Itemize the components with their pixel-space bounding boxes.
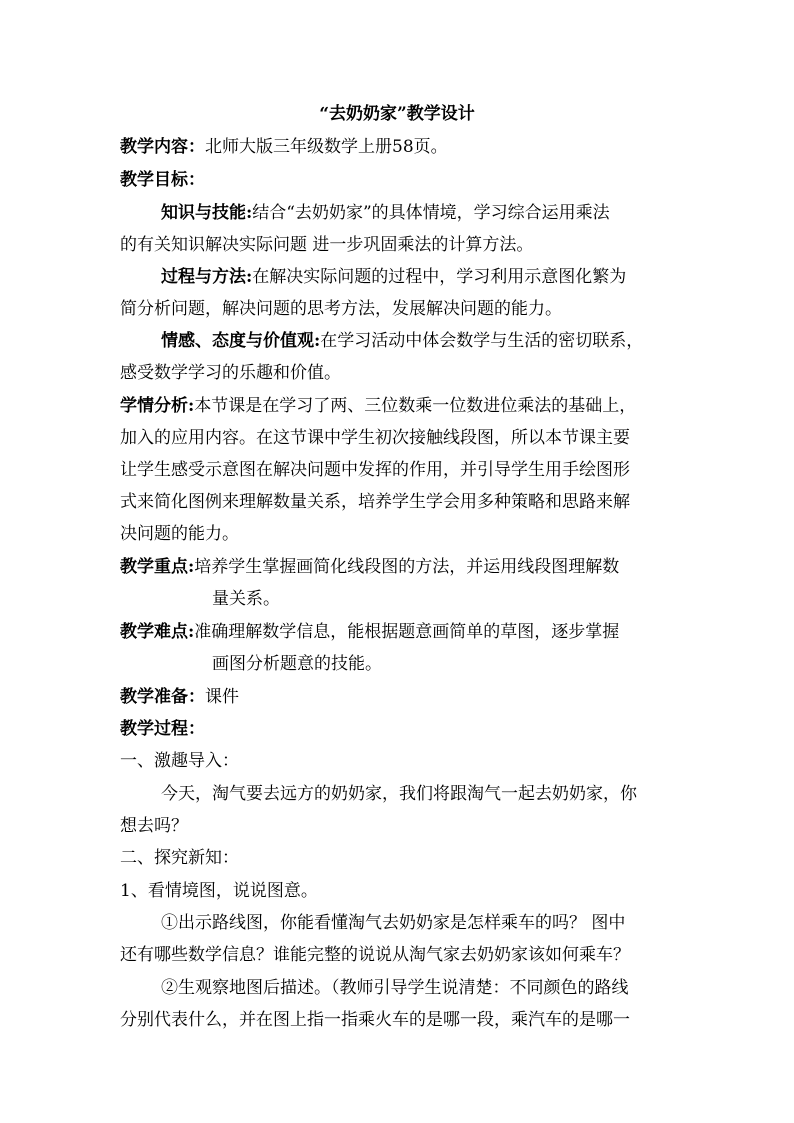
- section2-heading: 二、探究新知：: [120, 848, 239, 868]
- key-point-text: 培养学生掌握画简化线段图的方法，并运用线段图理解数: [194, 557, 620, 577]
- student-analysis-text: 本节课是在学习了两、三位数乘一位数进位乘法的基础上，: [194, 396, 637, 416]
- process-methods: [161, 266, 626, 288]
- emotion-values-line2: 感受数学学习的乐趣和价值。: [120, 363, 341, 383]
- key-point-label: 教学重点:: [120, 557, 195, 577]
- knowledge-skills-label: 知识与技能:: [161, 203, 253, 223]
- process-methods-line2: 简分析问题，解决问题的思考方法，发展解决问题的能力。: [120, 299, 562, 319]
- document-title: “去奶奶家”教学设计: [319, 104, 475, 124]
- emotion-values-text: 在学习活动中体会数学与生活的密切联系，: [320, 331, 644, 351]
- student-analysis-line3: 让学生感受示意图在解决问题中发挥的作用，并引导学生用手绘图形: [120, 460, 630, 480]
- item1-line1: ①出示路线图，你能看懂淘气去奶奶家是怎样乘车的吗？ 图中: [161, 913, 626, 933]
- preparation-label: 教学准备：: [120, 687, 205, 707]
- item1-line2: 还有哪些数学信息？谁能完整的说说从淘气家去奶奶家该如何乘车？: [120, 945, 630, 965]
- knowledge-skills: [161, 202, 610, 224]
- step1: 1、看情境图，说说图意。: [120, 881, 318, 901]
- difficulty-line2: 画图分析题意的技能。: [212, 654, 382, 674]
- section1-heading: 一、激趣导入：: [120, 751, 239, 771]
- student-analysis-label: 学情分析:: [120, 396, 195, 416]
- teaching-process-label: 教学过程：: [120, 719, 205, 739]
- item2-line1: ②生观察地图后描述。（教师引导学生说清楚：不同颜色的路线: [161, 978, 629, 998]
- student-analysis-line2: 加入的应用内容。在这节课中学生初次接触线段图，所以本节课主要: [120, 428, 630, 448]
- section1-line2: 想去吗？: [120, 816, 188, 836]
- preparation-text: 课件: [205, 687, 239, 707]
- knowledge-skills-text: 结合“去奶奶家”的具体情境，学习综合运用乘法: [252, 203, 610, 223]
- key-point-line2: 量关系。: [212, 589, 280, 609]
- student-analysis-line4: 式来简化图例来理解数量关系，培养学生学会用多种策略和思路来解: [120, 492, 630, 512]
- teaching-content-label: 教学内容：: [120, 137, 205, 157]
- difficulty-text: 准确理解数学信息，能根据题意画简单的草图，逐步掌握: [194, 622, 620, 642]
- process-methods-text: 在解决实际问题的过程中，学习利用示意图化繁为: [252, 267, 627, 287]
- student-analysis: [120, 395, 636, 417]
- process-methods-label: 过程与方法:: [161, 267, 253, 287]
- key-point: [120, 556, 619, 578]
- difficulty-label: 教学难点:: [120, 622, 195, 642]
- knowledge-skills-line2: 的有关知识解决实际问题 进一步巩固乘法的计算方法。: [120, 235, 534, 255]
- emotion-values-label: 情感、态度与价值观:: [161, 331, 321, 351]
- teaching-content-text: 北师大版三年级数学上册58页。: [205, 137, 448, 157]
- teaching-content: [120, 136, 448, 158]
- item2-line2: 分别代表什么，并在图上指一指乘火车的是哪一段，乘汽车的是哪一: [120, 1010, 630, 1030]
- student-analysis-line5: 决问题的能力。: [120, 524, 239, 544]
- difficulty: [120, 621, 619, 643]
- emotion-values: [161, 330, 643, 352]
- preparation: [120, 686, 239, 708]
- teaching-goals-label: 教学目标：: [120, 170, 205, 190]
- section1-line1: 今天，淘气要去远方的奶奶家，我们将跟淘气一起去奶奶家，你: [161, 784, 637, 804]
